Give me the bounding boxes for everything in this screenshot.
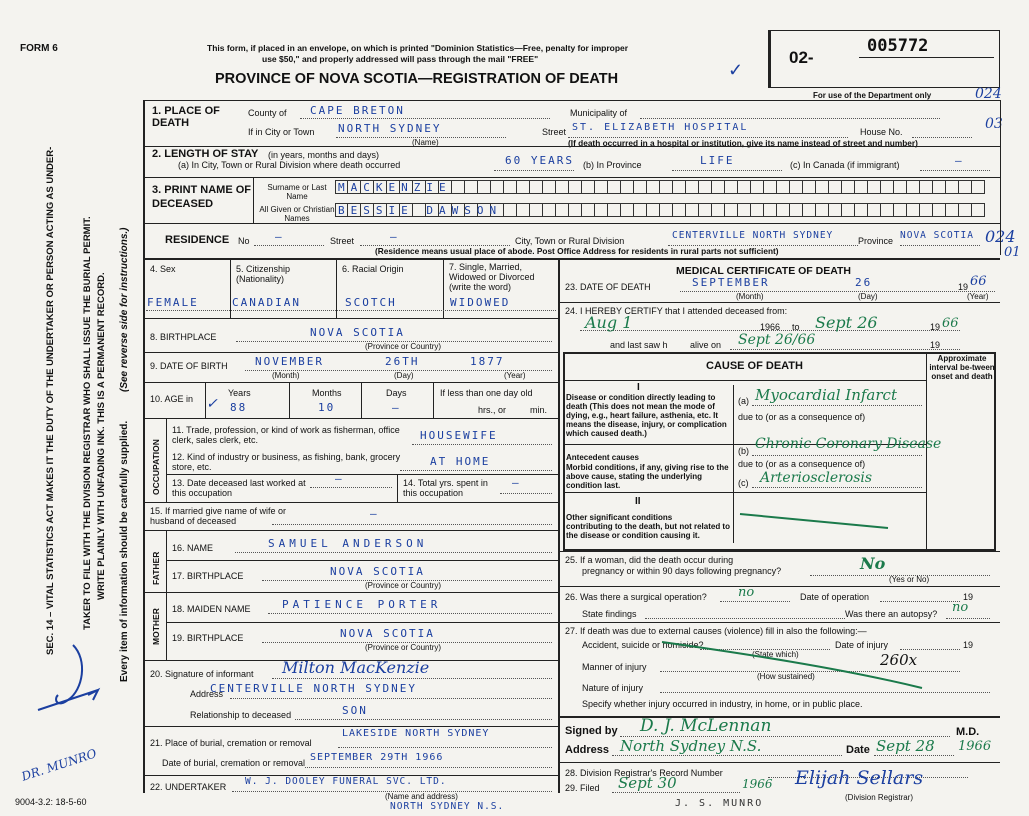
pregnancy-value: No xyxy=(860,554,886,573)
cause-c-letter: (c) xyxy=(738,478,749,488)
total-years-label: 14. Total yrs. spent in this occupation xyxy=(403,478,488,498)
green-strike-27 xyxy=(660,638,930,692)
age-years-value: 88 xyxy=(230,401,248,414)
sec14-line3: WRITE PLAINLY WITH UNFADING INK. THIS IS A PERMANENT RECORD. xyxy=(96,272,107,600)
county-label: County of xyxy=(248,108,287,118)
operation-date-label: Date of operation xyxy=(800,592,870,602)
injury-year-prefix: 19 xyxy=(963,640,974,650)
dob-day: 26TH xyxy=(385,355,420,368)
dept-code-1: 024 xyxy=(975,86,1002,102)
residence-province-value: NOVA SCOTIA xyxy=(900,230,974,241)
handwritten-mark xyxy=(28,640,108,720)
undertaker-caption: (Name and address) xyxy=(385,792,458,801)
racial-origin-value: SCOTCH xyxy=(345,296,397,309)
citizenship-label: 5. Citizenship (Nationality) xyxy=(236,264,291,284)
relationship-label: Relationship to deceased xyxy=(190,710,292,720)
informant-address-label: Address xyxy=(190,689,224,699)
registrar-record-label: 28. Division Registrar's Record Number xyxy=(565,768,723,778)
dob-month: NOVEMBER xyxy=(255,355,324,368)
mail-notice-line1: This form, if placed in an envelope, on which is printed "Dominion Statistics—Free, penalty for improper xyxy=(207,43,629,53)
stay-b-value: LIFE xyxy=(700,154,735,167)
how-sustained-caption: (How sustained) xyxy=(757,672,815,681)
dod-month-caption: (Month) xyxy=(736,292,764,301)
informant-signature: Milton MacKenzie xyxy=(282,658,430,677)
date-of-death-day: 26 xyxy=(855,276,873,289)
age-days-value: — xyxy=(392,401,401,414)
cause-a-value: Myocardial Infarct xyxy=(755,386,897,404)
record-number-box xyxy=(768,30,1000,88)
mother-name-value: PATIENCE PORTER xyxy=(282,598,442,611)
accident-label: Accident, suicide or homicide? xyxy=(582,640,704,650)
last-saw-label: and last saw h xyxy=(610,340,668,350)
industry-value: AT HOME xyxy=(430,455,491,468)
see-reverse-note: (See reverse side for instructions.) xyxy=(119,227,130,392)
father-birthplace-label: 17. BIRTHPLACE xyxy=(172,571,244,581)
signed-date-label: Date xyxy=(846,744,870,756)
length-of-stay-sub: (in years, months and days) xyxy=(268,150,380,160)
name-caption: (Name) xyxy=(412,138,439,147)
residence-label: RESIDENCE xyxy=(165,234,230,246)
attended-to: Sept 26 xyxy=(815,313,878,332)
registrar-signature: Elijah Sellars xyxy=(795,767,924,789)
burial-date-label: Date of burial, cremation or removal xyxy=(162,758,306,768)
injury-date-label: Date of injury xyxy=(835,640,889,650)
record-prefix: 02- xyxy=(789,48,814,67)
manner-value: 260x xyxy=(880,651,918,669)
due-to-b: due to (or as a consequence of) xyxy=(738,459,866,469)
state-findings-label: State findings xyxy=(582,609,637,619)
father-birthplace-caption: (Province or Country) xyxy=(365,581,442,590)
age-check-mark: ✓ xyxy=(206,396,218,412)
dept-code-2: 03 xyxy=(985,116,1003,132)
hospital-note: (If death occurred in a hospital or institution, give its name instead of street and number) xyxy=(568,138,918,148)
filed-year: 1966 xyxy=(742,777,773,791)
certify-label: 24. I HEREBY CERTIFY that I attended deceased from: xyxy=(565,306,788,316)
father-tag: FATHER xyxy=(151,551,161,585)
every-item-note: Every item of information should be carefully supplied. xyxy=(119,420,130,682)
date-of-death-label: 23. DATE OF DEATH xyxy=(565,282,651,292)
autopsy-label: Was there an autopsy? xyxy=(845,609,938,619)
date-of-death-month: SEPTEMBER xyxy=(692,276,770,289)
residence-street-value: — xyxy=(390,230,399,243)
age-min-caption: min. xyxy=(530,405,548,415)
given-names-value: BESSIE DAWSON xyxy=(338,204,503,217)
length-of-stay-label: 2. LENGTH OF STAY xyxy=(152,148,259,160)
roman-one: I xyxy=(637,382,640,393)
signed-date-year: 1966 xyxy=(958,739,992,754)
autopsy-value: no xyxy=(952,600,969,615)
to-label: to xyxy=(792,322,800,332)
roman-two: II xyxy=(635,496,641,507)
md-label: M.D. xyxy=(956,726,980,738)
total-years-value: — xyxy=(512,476,521,489)
age-hrs-caption: hrs., or xyxy=(478,405,507,415)
mother-name-label: 18. MAIDEN NAME xyxy=(172,604,251,614)
last-seen-value: Sept 26/66 xyxy=(738,332,816,348)
other-conditions-label: Other significant conditions xyxy=(566,513,673,522)
marital-value: WIDOWED xyxy=(450,296,511,309)
burial-place-value: LAKESIDE NORTH SYDNEY xyxy=(342,728,490,739)
house-no-label: House No. xyxy=(860,127,903,137)
last-worked-value: — xyxy=(335,472,344,485)
check-mark: ✓ xyxy=(728,60,744,80)
racial-origin-label: 6. Racial Origin xyxy=(342,264,404,274)
medical-certificate-title: MEDICAL CERTIFICATE OF DEATH xyxy=(676,265,851,277)
citizenship-value: CANADIAN xyxy=(232,296,301,309)
county-value: CAPE BRETON xyxy=(310,104,405,117)
cause-a-letter: (a) xyxy=(738,396,749,406)
attended-from: Aug 1 xyxy=(585,313,633,332)
industry-label: 12. Kind of industry or business, as fishing, bank, grocery store, etc. xyxy=(172,452,401,472)
attended-year-1: 1966 xyxy=(760,322,781,332)
nature-label: Nature of injury xyxy=(582,683,644,693)
street-label: Street xyxy=(542,127,567,137)
signer-address-value: North Sydney N.S. xyxy=(620,737,762,755)
attended-year-prefix: 19 xyxy=(930,322,941,332)
signed-date-value: Sept 28 xyxy=(876,737,935,755)
residence-no-value: — xyxy=(275,230,284,243)
antecedent-sub: Morbid conditions, if any, giving rise to the above cause, stating the underlying condition last. xyxy=(566,463,729,490)
form-title: PROVINCE OF NOVA SCOTIA—REGISTRATION OF DEATH xyxy=(215,71,619,87)
surgical-label: 26. Was there a surgical operation? xyxy=(565,592,707,602)
city-value: NORTH SYDNEY xyxy=(338,122,442,135)
spouse-value: — xyxy=(370,507,379,520)
other-conditions-sub: contributing to the death, but not related to the disease or condition causing it. xyxy=(566,522,730,540)
pregnancy-label-line1: 25. If a woman, did the death occur during xyxy=(565,555,734,565)
cause-b-letter: (b) xyxy=(738,446,749,456)
birthplace-label: 8. BIRTHPLACE xyxy=(150,332,217,342)
dob-label: 9. DATE OF BIRTH xyxy=(150,361,228,371)
surgical-value: no xyxy=(738,585,755,600)
residence-street-label: Street xyxy=(330,236,355,246)
stay-b-label: (b) In Province xyxy=(583,160,642,170)
mother-birthplace-caption: (Province or Country) xyxy=(365,643,442,652)
age-label: 10. AGE in xyxy=(150,394,194,404)
stay-a-value: 60 YEARS xyxy=(505,154,574,167)
record-number: 005772 xyxy=(867,36,929,56)
sex-label: 4. Sex xyxy=(150,264,176,274)
disease-label: Disease or condition directly leading to death (This does not mean the mode of dying, e.g., heart failure, asthenia, etc. It means the disease, injury, or complication which caused death.) xyxy=(566,393,727,438)
dob-year: 1877 xyxy=(470,355,505,368)
age-days-caption: Days xyxy=(386,388,407,398)
state-which-caption: (State which) xyxy=(752,650,799,659)
dept-use-caption: For use of the Department only xyxy=(813,91,932,100)
dob-year-caption: (Year) xyxy=(504,371,526,380)
form-number: FORM 6 xyxy=(20,43,58,54)
age-months-caption: Months xyxy=(312,388,342,398)
alive-on-label: alive on xyxy=(690,340,722,350)
due-to-a: due to (or as a consequence of) xyxy=(738,412,866,422)
sex-value: FEMALE xyxy=(147,296,199,309)
operation-year-prefix: 19 xyxy=(963,592,974,602)
stay-a-label: (a) In City, Town or Rural Division where death occurred xyxy=(178,160,401,170)
marital-label: 7. Single, Married, Widowed or Divorced (write the word) xyxy=(449,262,535,292)
dod-year-caption: (Year) xyxy=(967,292,989,301)
dept-code-4: 01 xyxy=(1004,245,1021,260)
last-worked-label: 13. Date deceased last worked at this occupation xyxy=(172,478,306,498)
age-years-caption: Years xyxy=(228,388,251,398)
dob-day-caption: (Day) xyxy=(394,371,414,380)
registrar-stamp: J. S. MUNRO xyxy=(675,798,764,809)
last-seen-year-prefix: 19 xyxy=(930,340,941,350)
registrar-caption: (Division Registrar) xyxy=(845,793,914,802)
cause-b-value: Chronic Coronary Disease xyxy=(755,436,942,452)
age-months-value: 10 xyxy=(318,401,336,414)
attended-year-2: 66 xyxy=(942,316,959,331)
residence-note: (Residence means usual place of abode. Post Office Address for residents in rural parts not sufficient) xyxy=(375,246,779,256)
informant-address-value: CENTERVILLE NORTH SYDNEY xyxy=(210,682,417,695)
dob-month-caption: (Month) xyxy=(272,371,300,380)
sec14-line2: TAKER TO FILE WITH THE DIVISION REGISTRAR WHO SHALL ISSUE THE BURIAL PERMIT. xyxy=(82,216,93,630)
yes-no-caption: (Yes or No) xyxy=(889,575,930,584)
stay-c-value: — xyxy=(955,154,964,167)
given-names-label: All Given or Christian Names xyxy=(259,205,335,223)
city-label: If in City or Town xyxy=(248,127,315,137)
stay-c-label: (c) In Canada (if immigrant) xyxy=(790,160,900,170)
signed-by-label: Signed by xyxy=(565,725,618,737)
undertaker-value: W. J. DOOLEY FUNERAL SVC. LTD. xyxy=(245,776,447,787)
manner-label: Manner of injury xyxy=(582,662,647,672)
filed-date: Sept 30 xyxy=(618,774,677,792)
undertaker-label: 22. UNDERTAKER xyxy=(150,782,227,792)
sec14-line1: SEC. 14 – VITAL STATISTICS ACT MAKES IT THE DUTY OF THE UNDERTAKER OR PERSON ACTING AS UNDER- xyxy=(45,146,56,655)
form-code: 9004-3.2: 18-5-60 xyxy=(15,797,87,807)
mother-birthplace-value: NOVA SCOTIA xyxy=(340,627,435,640)
external-causes-label: 27. If death was due to external causes (violence) fill in also the following:— xyxy=(565,626,867,636)
signer-address-label: Address xyxy=(565,744,610,756)
municipality-label: Municipality of xyxy=(570,108,628,118)
dod-day-caption: (Day) xyxy=(858,292,878,301)
surname-label: Surname or Last Name xyxy=(267,183,327,201)
surname-value: MACKENZIE xyxy=(338,181,452,194)
residence-city-label: City, Town or Rural Division xyxy=(515,236,625,246)
residence-province-label: Province xyxy=(858,236,894,246)
relationship-value: SON xyxy=(342,704,368,717)
filed-label: 29. Filed xyxy=(565,783,600,793)
father-name-value: SAMUEL ANDERSON xyxy=(268,537,428,550)
date-of-death-year: 66 xyxy=(970,274,987,289)
specify-label: Specify whether injury occurred in industry, in home, or in public place. xyxy=(582,699,863,709)
age-less-than-day-caption: If less than one day old xyxy=(440,388,533,398)
street-value: ST. ELIZABETH HOSPITAL xyxy=(572,122,749,133)
informant-signature-label: 20. Signature of informant xyxy=(150,669,254,679)
signed-by-value: D. J. McLennan xyxy=(640,716,772,736)
approx-interval-label: Approximate interval be-tween onset and death xyxy=(929,354,995,381)
date-of-death-year-prefix: 19 xyxy=(958,282,969,292)
burial-date-value: SEPTEMBER 29TH 1966 xyxy=(310,752,444,763)
mother-birthplace-label: 19. BIRTHPLACE xyxy=(172,633,244,643)
burial-place-label: 21. Place of burial, cremation or removal xyxy=(150,738,312,748)
undertaker-address-value: NORTH SYDNEY N.S. xyxy=(390,801,505,812)
cause-c-value: Arteriosclerosis xyxy=(760,470,873,486)
residence-city-value: CENTERVILLE NORTH SYDNEY xyxy=(672,230,834,241)
place-of-death-label: 1. PLACE OF DEATH xyxy=(152,105,220,129)
cause-of-death-title: CAUSE OF DEATH xyxy=(706,360,803,372)
birthplace-value: NOVA SCOTIA xyxy=(310,326,405,339)
mail-notice-line2: use $50," and properly addressed will pass through the mail "FREE" xyxy=(262,54,539,64)
father-birthplace-value: NOVA SCOTIA xyxy=(330,565,425,578)
residence-no-label: No xyxy=(238,236,250,246)
pregnancy-label-line2: pregnancy or within 90 days following pregnancy? xyxy=(582,566,782,576)
trade-value: HOUSEWIFE xyxy=(420,429,498,442)
dr-munro-note: DR. MUNRO xyxy=(19,746,99,784)
antecedent-label: Antecedent causes xyxy=(566,453,639,462)
spouse-label: 15. If married give name of wife or husband of deceased xyxy=(150,506,287,526)
green-strike-line xyxy=(738,508,898,532)
occupation-tag: OCCUPATION xyxy=(151,439,161,495)
trade-label: 11. Trade, profession, or kind of work as fisherman, office clerk, sales clerk, etc. xyxy=(172,425,400,445)
print-name-label: 3. PRINT NAME OF DECEASED xyxy=(152,184,252,210)
dept-code-3: 024 xyxy=(985,227,1016,246)
mother-tag: MOTHER xyxy=(151,608,161,645)
father-name-label: 16. NAME xyxy=(172,543,214,553)
birthplace-caption: (Province or Country) xyxy=(365,342,442,351)
